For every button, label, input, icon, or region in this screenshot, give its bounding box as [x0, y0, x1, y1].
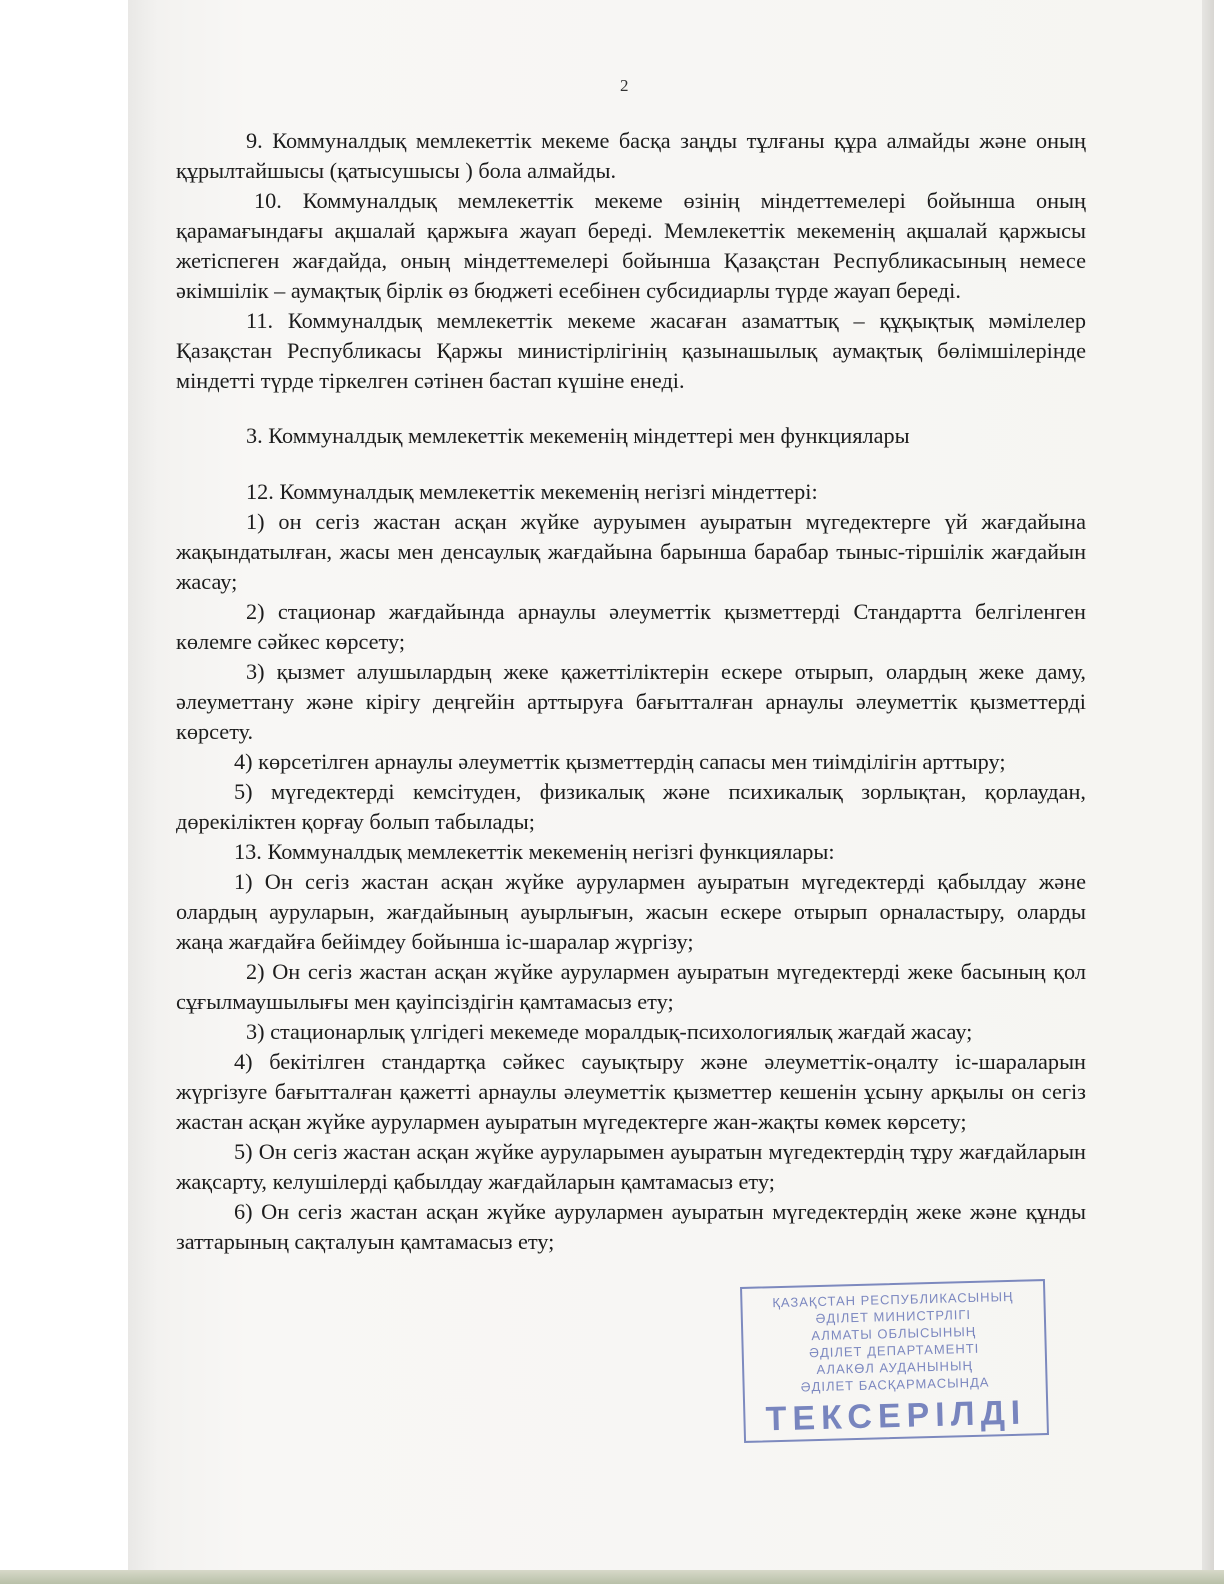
- stamp-line-5: АЛАКӨЛ АУДАНЫНЫҢ: [816, 1357, 974, 1378]
- list-item-13-1: 1) Он сегіз жастан асқан жүйке аурулармен ауыратын мүгедектерді қабылдау және олардың ауруларын, жағдайының ауырлығын, жасын ескере отырып орналастыру, оларды жаңа жағдайға бейімдеу бойынша іс-шаралар жүргізу;: [176, 869, 1086, 954]
- list-item-13-5: 5) Он сегіз жастан асқан жүйке ауруларымен ауыратын мүгедектердің тұру жағдайларын жақсарту, келушілерді қабылдау жағдайларын қамтамасыз ету;: [176, 1139, 1086, 1194]
- list-item-12-3: 3) қызмет алушылардың жеке қажеттіліктерін ескере отырып, олардың жеке даму, әлеуметтану және кірігу деңгейін арттыруға бағытталған арнаулы әлеуметтік қызметтерді көрсету.: [176, 659, 1086, 744]
- document-body: [176, 126, 1086, 1257]
- paragraph-9: 9. Коммуналдық мемлекеттік мекеме басқа заңды тұлғаны құра алмайды және оның құрылтайшысы (қатысушысы ) бола алмайды.: [176, 128, 1086, 183]
- page-number: 2: [620, 76, 629, 95]
- stamp-line-6: ӘДІЛЕТ БАСҚАРМАСЫНДА: [800, 1374, 990, 1395]
- list-item-12-5: 5) мүгедектерді кемсітуден, физикалық және психикалық зорлықтан, қорлаудан, дөрекіліктен қорғау болып табылады;: [176, 779, 1086, 834]
- list-item-13-4: 4) бекітілген стандартқа сәйкес сауықтыру және әлеуметтік-оңалту іс-шараларын жүргізуге бағытталған қажетті арнаулы әлеуметтік қызметтер кешенін ұсыну арқылы он сегіз жастан асқан жүйке аурулармен ауыратын мүгедектерге жан-жақты көмек көрсету;: [176, 1049, 1086, 1134]
- verification-stamp: [740, 1279, 1049, 1443]
- scan-page-edge: [1202, 0, 1214, 1584]
- paragraph-13: 13. Коммуналдық мемлекеттік мекеменің негізгі функциялары:: [234, 839, 835, 864]
- paragraph-12: 12. Коммуналдық мемлекеттік мекеменің негізгі міндеттері:: [246, 479, 818, 504]
- section-heading: 3. Коммуналдық мемлекеттік мекеменің міндеттері мен функциялары: [246, 423, 910, 448]
- list-item-12-4: 4) көрсетілген арнаулы әлеуметтік қызметтердің сапасы мен тиімділігін арттыру;: [234, 749, 1006, 774]
- stamp-line-4: ӘДІЛЕТ ДЕПАРТАМЕНТІ: [808, 1340, 980, 1361]
- stamp-line-1: ҚАЗАҚСТАН РЕСПУБЛИКАСЫНЫҢ: [772, 1288, 1014, 1311]
- list-item-12-1: 1) он сегіз жастан асқан жүйке ауруымен ауыратын мүгедектерге үй жағдайына жақындатылған, жасы мен денсаулық жағдайына барынша барабар тыныс-тіршілік жағдайын жасау;: [176, 509, 1086, 594]
- list-item-13-2: 2) Он сегіз жастан асқан жүйке аурулармен ауыратын мүгедектерді жеке басының қол сұғылмаушылығы мен қауіпсіздігін қамтамасыз ету;: [176, 959, 1086, 1014]
- scan-left-margin: [0, 0, 130, 1584]
- paragraph-11: 11. Коммуналдық мемлекеттік мекеме жасаған азаматтық – құқықтық мәмілелер Қазақстан Республикасы Қаржы министірлігінің қазынашылық аумақтық бөлімшілерінде міндетті түрде тіркелген сәтінен бастап күшіне енеді.: [176, 308, 1086, 393]
- list-item-13-6: 6) Он сегіз жастан асқан жүйке аурулармен ауыратын мүгедектердің жеке және құнды заттарының сақталуын қамтамасыз ету;: [176, 1199, 1086, 1254]
- list-item-13-3: 3) стационарлық үлгідегі мекемеде моралдық-психологиялық жағдай жасау;: [246, 1019, 973, 1044]
- stamp-line-3: АЛМАТЫ ОБЛЫСЫНЫҢ: [811, 1323, 977, 1344]
- scan-bottom-edge: [0, 1570, 1224, 1584]
- paragraph-10: 10. Коммуналдық мемлекеттік мекеме өзінің міндеттемелері бойынша оның қарамағындағы ақшалай қаржыға жауап береді. Мемлекеттік мекеменің ақшалай қаржысы жетіспеген жағдайда, оның міндеттемелері бойынша Қазақстан Республикасының немесе әкімшілік – аумақтық бірлік өз бюджеті есебінен субсидиарлы түрде жауап береді.: [176, 188, 1086, 303]
- stamp-line-2: ӘДІЛЕТ МИНИСТРЛІГІ: [815, 1306, 972, 1327]
- stamp-verified-label: ТЕКСЕРІЛДІ: [765, 1393, 1027, 1439]
- list-item-12-2: 2) стационар жағдайында арнаулы әлеуметтік қызметтерді Стандартта белгіленген көлемге сәйкес көрсету;: [176, 599, 1086, 654]
